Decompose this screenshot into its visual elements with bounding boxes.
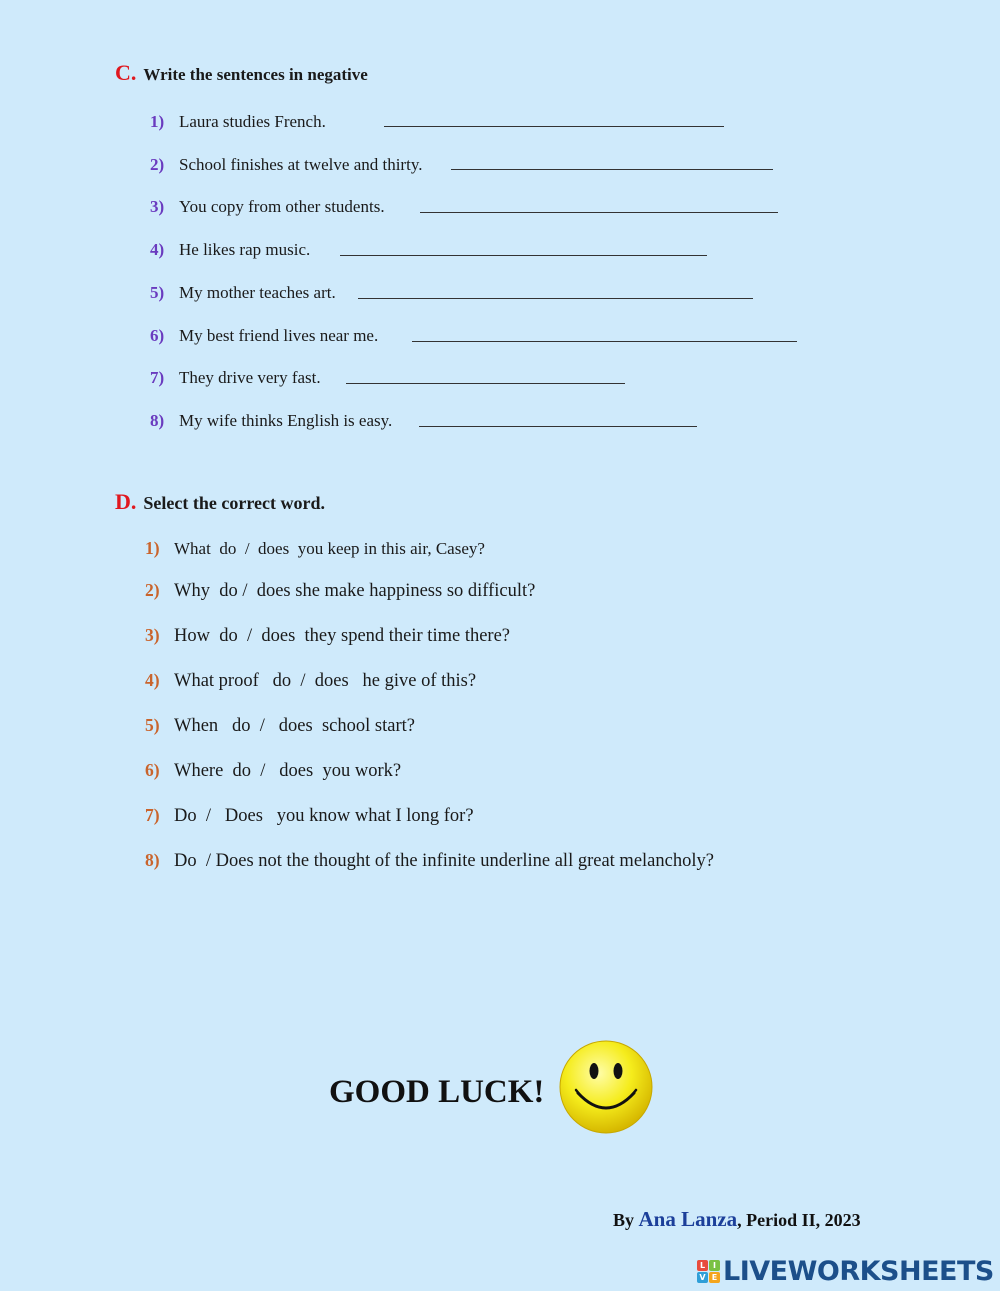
d-item-number: 5): [145, 715, 160, 735]
c-item-number: 1): [150, 112, 165, 131]
d-item-number: 1): [145, 538, 160, 558]
d-item-question[interactable]: Why do / does she make happiness so difficult?: [174, 581, 536, 601]
answer-line-5[interactable]: [358, 298, 753, 299]
d-item-6[interactable]: [145, 760, 401, 782]
d-item-number: 2): [145, 580, 160, 600]
d-item-question[interactable]: When do / does school start?: [174, 716, 415, 736]
logo-block-e: E: [709, 1272, 720, 1283]
answer-line-4[interactable]: [340, 255, 707, 256]
answer-line-7[interactable]: [346, 383, 625, 384]
credit-rest: , Period II, 2023: [737, 1210, 861, 1230]
d-item-5[interactable]: [145, 715, 415, 737]
d-item-question[interactable]: Do / Does not the thought of the infinite underline all great melancholy?: [174, 851, 714, 871]
section-d-letter: D.: [115, 489, 137, 514]
c-item-5: [150, 277, 336, 303]
c-item-sentence: My wife thinks English is easy.: [179, 411, 393, 430]
c-item-number: 8): [150, 411, 165, 430]
answer-line-8[interactable]: [419, 426, 697, 427]
c-item-sentence: He likes rap music.: [179, 240, 311, 259]
logo-blocks-icon: [697, 1260, 720, 1283]
c-item-sentence: You copy from other students.: [179, 197, 385, 216]
c-item-3: [150, 191, 385, 217]
d-item-question[interactable]: How do / does they spend their time there?: [174, 626, 510, 646]
d-item-2[interactable]: [145, 580, 535, 602]
c-item-number: 4): [150, 240, 165, 259]
c-item-4: [150, 234, 310, 260]
liveworksheets-logo: [697, 1256, 994, 1287]
c-item-7: [150, 362, 321, 388]
d-item-number: 8): [145, 850, 160, 870]
d-item-question[interactable]: What do / does you keep in this air, Casey?: [174, 539, 485, 558]
d-item-4[interactable]: [145, 670, 476, 692]
c-item-number: 3): [150, 197, 165, 216]
c-item-sentence: Laura studies French.: [179, 112, 326, 131]
d-item-number: 6): [145, 760, 160, 780]
c-item-1: [150, 106, 326, 132]
answer-line-6[interactable]: [412, 341, 797, 342]
d-item-3[interactable]: [145, 625, 510, 647]
section-d-heading: Select the correct word.: [143, 493, 325, 513]
c-item-number: 6): [150, 326, 165, 345]
c-item-sentence: They drive very fast.: [179, 368, 321, 387]
good-luck-text: GOOD LUCK!: [329, 1074, 545, 1110]
c-item-sentence: My best friend lives near me.: [179, 326, 379, 345]
c-item-6: [150, 320, 378, 346]
section-c-heading: Write the sentences in negative: [143, 65, 368, 84]
section-d-title: [115, 489, 325, 515]
d-item-number: 4): [145, 670, 160, 690]
section-c-letter: C.: [115, 60, 137, 85]
c-item-sentence: School finishes at twelve and thirty.: [179, 155, 423, 174]
d-item-number: 3): [145, 625, 160, 645]
credit-by: By: [613, 1210, 639, 1230]
logo-block-i: I: [709, 1260, 720, 1271]
logo-block-l: L: [697, 1260, 708, 1271]
c-item-number: 5): [150, 283, 165, 302]
d-item-question[interactable]: Where do / does you work?: [174, 761, 402, 781]
c-item-8: [150, 405, 392, 431]
d-item-question[interactable]: Do / Does you know what I long for?: [174, 806, 474, 826]
c-item-number: 2): [150, 155, 165, 174]
author-credit: [613, 1207, 861, 1232]
logo-block-v: V: [697, 1272, 708, 1283]
section-c-title: [115, 60, 368, 86]
c-item-2: [150, 149, 422, 175]
answer-line-3[interactable]: [420, 212, 778, 213]
d-item-question[interactable]: What proof do / does he give of this?: [174, 671, 477, 691]
d-item-8[interactable]: [145, 850, 714, 872]
d-item-7[interactable]: [145, 805, 474, 827]
c-item-number: 7): [150, 368, 165, 387]
answer-line-2[interactable]: [451, 169, 773, 170]
smiley-face-icon: [558, 1039, 654, 1135]
c-item-sentence: My mother teaches art.: [179, 283, 336, 302]
d-item-number: 7): [145, 805, 160, 825]
logo-text: LIVEWORKSHEETS: [723, 1256, 994, 1287]
credit-author: Ana Lanza: [638, 1207, 738, 1231]
d-item-1[interactable]: [145, 538, 485, 559]
answer-line-1[interactable]: [384, 126, 724, 127]
